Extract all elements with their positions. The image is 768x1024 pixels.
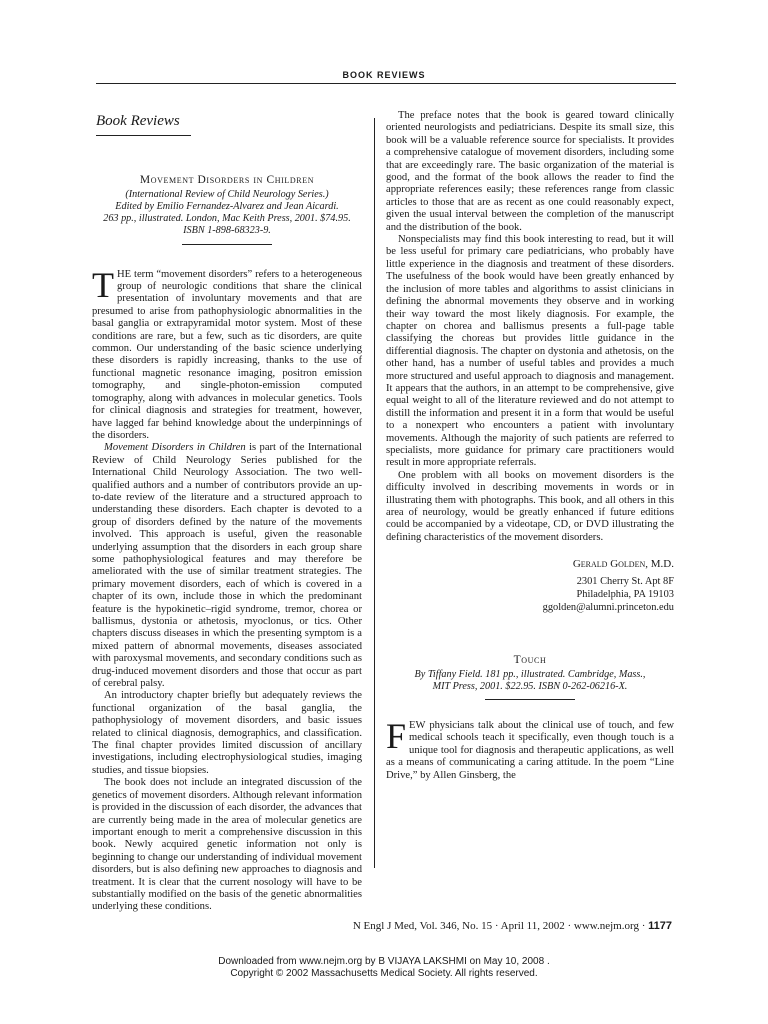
page-number: 1177 (648, 920, 672, 932)
section-title-rule (96, 135, 191, 136)
right-column (386, 110, 674, 782)
review1-header (92, 174, 362, 244)
citation-text: N Engl J Med, Vol. 346, No. 15 · April 11, 2002 · www.nejm.org · (352, 920, 646, 932)
review2-paragraph-1 (386, 716, 674, 782)
review1-paragraph-5: The preface notes that the book is geared toward clinically oriented neurologists and pediatricians. Despite its small size, this book will be a valuable reference source for specialists. It provides a comprehensive catalogue of movement disorders, including some that are exceedingly rare. The basic organization of the material is good, and the format of the book allows the reader to find the appropriate references easily; these references range from classic articles to those that are as recent as one could reasonably expect, given the usual interval between the completion of the manuscript and the distribution of the book. (386, 110, 674, 233)
review1-paragraph-7: One problem with all books on movement disorders is the difficulty involved in describing movements in words or in illustrating them with photographs. This book, and all others in this area of neurology, would be greatly enhanced if future editions could be accompanied by a videotape, CD, or DVD illustrating the defining characteristics of the movement disorders. (386, 469, 674, 543)
review2-header (386, 654, 674, 700)
review2-header-rule (485, 699, 575, 700)
reviewer-name: Gerald Golden (572, 558, 646, 571)
reviewer-degree: , M.D. (645, 558, 674, 571)
download-line[interactable]: Downloaded from www.nejm.org by B VIJAYA LAKSHMI on May 10, 2008 . (218, 956, 550, 967)
section-title: Book Reviews (96, 113, 180, 129)
download-notice (0, 956, 768, 980)
review1-isbn: ISBN 1-898-68323-9. (183, 225, 271, 237)
review1-paragraph-4: The book does not include an integrated discussion of the genetics of movement disorders. Although relevant information is provided in the discussion of each disorder, the advances that are currently being made in the area of molecular genetics are important enough to merit a comprehensive discussion in this book. Newly acquired genetic information not only is beginning to change our understanding of individual movement disorders, but is also defining new approaches to diagnosis and treatment. It is clear that the current nosology will have to be substantially modified on the basis of the genetic abnormalities underlying these conditions. (92, 777, 362, 913)
reviewer-address-1: 2301 Cherry St. Apt 8F (576, 576, 674, 588)
reviewer-signature (386, 558, 674, 614)
review1-paragraph-6: Nonspecialists may find this book interesting to read, but it will be less useful for primary care pediatricians, who probably have little experience in the diagnosis and treatment of these disorders. The usefulness of the book would have been greatly enhanced by the inclusion of more tables and algorithms to assist clinicians in defining the abnormal movements they observe and in working their way toward the most likely diagnosis. For example, the chapter on chorea and ballismus presents a full-page table classifying the choreas but provides little guidance in the differential diagnosis. The chapter on dystonia and athetosis, on the other hand, has a number of useful tables and provides a much more structured and useful approach to diagnosis and management. It appears that the authors, in an attempt to be comprehensive, give equal weight to all of the literature reviewed and do not attempt to distill the information and present it in a form that would be useful to a nonexpert who encounters a patient with involuntary movements. Although the majority of such patients are referred to specialists, more guidance for primary care practitioners would result in more appropriate referrals. (386, 234, 674, 469)
reviewer-email: ggolden@alumni.princeton.edu (542, 602, 674, 614)
header-rule (96, 83, 676, 84)
review1-editors: Edited by Emilio Fernandez-Alvarez and Jean Aicardi. (115, 201, 339, 213)
journal-citation (0, 920, 672, 932)
review1-title: Movement Disorders in Children (139, 174, 315, 187)
review1-paragraph-2-text: is part of the International Review of Child Neurology Series published for the International Child Neurology Association. The two well-qualified authors and a number of contributors provide an up-to-date review of the literature and a structured approach to understanding these disorders. Each chapter is devoted to a group of disorders defined by the nature of the movements involved. This approach is useful, given the reasonable underlying assumption that the disorders in each group share some pathophysiological features and may therefore be ameliorated with the use of similar treatment strategies. The primary movement disorders, each of which is covered in a chapter of its own, include those in which the predominant feature is the hypokinetic–rigid syndrome, tremor, chorea or ballismus, dystonia or athetosis, myoclonus, or tics. Other chapters discuss diseases in which the presenting symptom is a mixed pattern of abnormal movements, diseases associated with paroxysmal movements, and secondary conditions such as drug-induced movement disorders and those that occur as part of cerebral palsy. (92, 442, 362, 690)
review2-title: Touch (513, 654, 547, 667)
column-divider (374, 118, 375, 868)
review1-book-title-italic: Movement Disorders in Children (104, 442, 246, 454)
reviewer-name-line (386, 558, 674, 571)
left-column (92, 110, 362, 914)
reviewer-address-2: Philadelphia, PA 19103 (576, 589, 674, 601)
review1-header-rule (182, 244, 272, 245)
review2-paragraph-1-text: EW physicians talk about the clinical use of touch, and few medical schools teach it specifically, even though touch is a unique tool for diagnosis and therapeutic applications, as well as a means of communicating a caring attitude. In the poem “Line Drive,” by Allen Ginsberg, the (386, 720, 674, 781)
review2-dropcap: F (386, 716, 407, 757)
review1-paragraph-1-text: HE term “movement disorders” refers to a heterogeneous group of neurologic conditions that share the clinical presentation of involuntary movements and that are presumed to arise from pathophysiologic abnormalities in the basal ganglia or extrapyramidal motor system. Most of these conditions are rare, but a few, such as tic disorders, are quite common. Our understanding of the basic science underlying these disorders is rapidly increasing, thanks to the use of functional magnetic resonance imaging, positron emission tomography, and single-photon-emission computed tomography, along with advances in molecular genetics. Tools for clinical diagnosis and strategies for treatment, however, have lagged far behind knowledge about the underpinnings of the disorders. (92, 268, 362, 441)
review1-dropcap: T (92, 264, 114, 305)
review1-paragraph-2 (92, 442, 362, 690)
running-head: BOOK REVIEWS (342, 70, 426, 80)
review1-series: (International Review of Child Neurology Series.) (125, 188, 329, 200)
review2-publication: MIT Press, 2001. $22.95. ISBN 0-262-06216-X. (432, 680, 628, 692)
review1-paragraph-1 (92, 264, 362, 443)
review2-byline: By Tiffany Field. 181 pp., illustrated. Cambridge, Mass., (414, 668, 646, 680)
review2 (386, 654, 674, 782)
copyright-line: Copyright © 2002 Massachusetts Medical Society. All rights reserved. (230, 968, 538, 979)
review1-publication: 263 pp., illustrated. London, Mac Keith Press, 2001. $74.95. (103, 213, 351, 225)
review1-paragraph-3: An introductory chapter briefly but adequately reviews the functional organization of the basal ganglia, the pathophysiology of movement disorders, and basic issues related to clinical diagnosis, demographics, and classification. The final chapter provides limited discussion of ancillary investigations, including electrophysiological studies, imaging studies, and tissue biopsies. (92, 690, 362, 776)
